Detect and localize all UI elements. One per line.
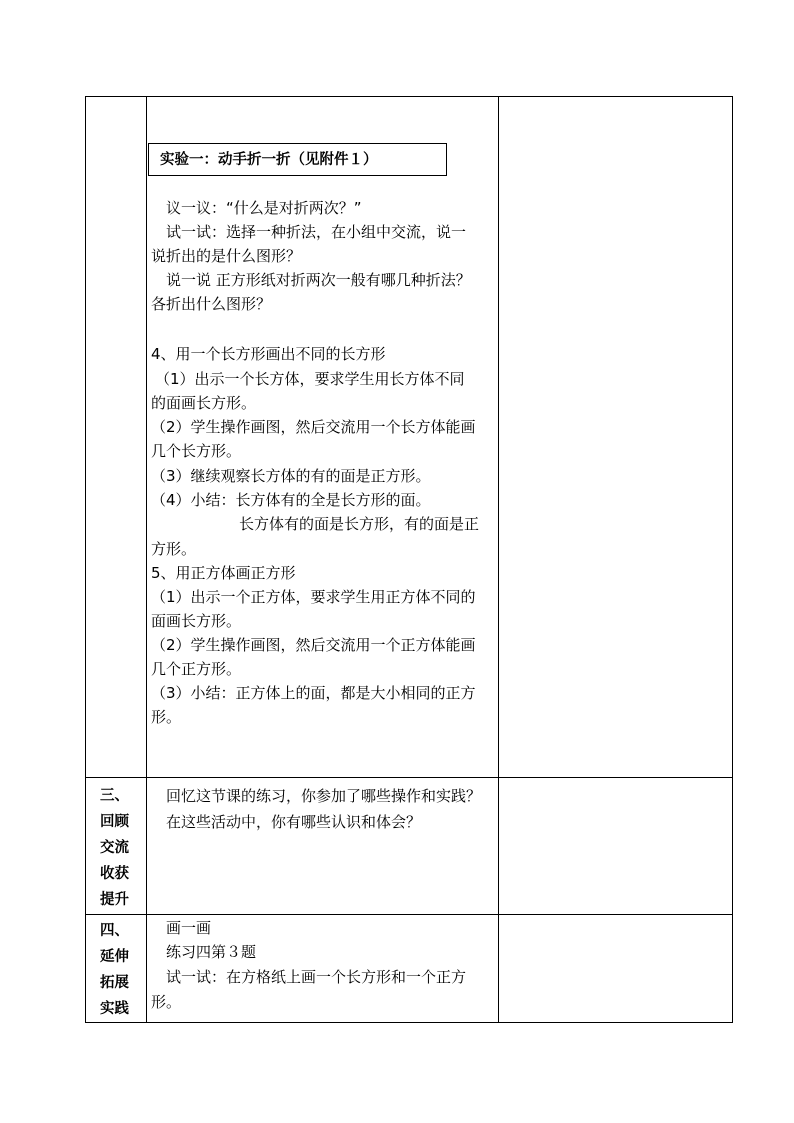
content-line: （1）出示一个长方体，要求学生用长方体不同 (155, 370, 465, 388)
content-line: 画一画 (166, 919, 212, 937)
content-line: （4）小结：长方体有的全是长方形的面。 (151, 491, 431, 509)
section-label: 四、 (100, 923, 129, 939)
content-line: 在这些活动中，你有哪些认识和体会？ (166, 813, 422, 831)
content-line: 回忆这节课的练习，你参加了哪些操作和实践？ (166, 787, 482, 805)
section-label: 提升 (100, 892, 129, 908)
content-line: 的面画长方形。 (151, 394, 257, 412)
content-line: 试一试：在方格纸上画一个长方形和一个正方 (166, 968, 467, 986)
row-divider-2 (86, 914, 732, 915)
content-line: 说一说 正方形纸对折两次一般有哪几种折法？ (166, 271, 471, 289)
section-label: 收获 (100, 866, 129, 882)
section-label: 拓展 (100, 975, 129, 991)
content-line: 试一试：选择一种折法，在小组中交流，说一 (166, 223, 467, 241)
experiment-title: 实验一：动手折一折（见附件１） (160, 152, 378, 168)
column-divider-right (498, 97, 499, 1022)
section-label: 延伸 (100, 949, 129, 965)
content-line: （1）出示一个正方体，要求学生用正方体不同的 (151, 588, 476, 606)
section-label: 实践 (100, 1001, 129, 1017)
content-line: 5、用正方体画正方形 (151, 564, 296, 582)
content-line: 4、用一个长方形画出不同的长方形 (151, 345, 386, 363)
content-line: 各折出什么图形？ (151, 295, 272, 313)
content-line: （3）继续观察长方体的有的面是正方形。 (151, 467, 431, 485)
content-line: 长方体有的面是长方形，有的面是正 (239, 515, 480, 533)
content-line: （3）小结：正方体上的面，都是大小相同的正方 (151, 684, 476, 702)
content-line: （2）学生操作画图，然后交流用一个正方体能画 (151, 636, 476, 654)
section-label: 交流 (100, 840, 129, 856)
row-divider-1 (86, 777, 732, 778)
column-divider-left (146, 97, 147, 1022)
content-line: 议一议：“什么是对折两次？” (166, 199, 362, 217)
content-line: （2）学生操作画图，然后交流用一个长方体能画 (151, 418, 476, 436)
content-line: 说折出的是什么图形？ (151, 247, 302, 265)
content-line: 面画长方形。 (151, 612, 242, 630)
content-line: 形。 (151, 993, 182, 1011)
content-line: 几个长方形。 (151, 442, 242, 460)
content-line: 练习四第３题 (166, 943, 257, 961)
content-line: 几个正方形。 (151, 660, 242, 678)
section-label: 回顾 (100, 814, 129, 830)
section-label: 三、 (100, 788, 129, 804)
content-line: 形。 (151, 708, 182, 726)
experiment-box (148, 143, 447, 176)
content-line: 方形。 (151, 540, 197, 558)
